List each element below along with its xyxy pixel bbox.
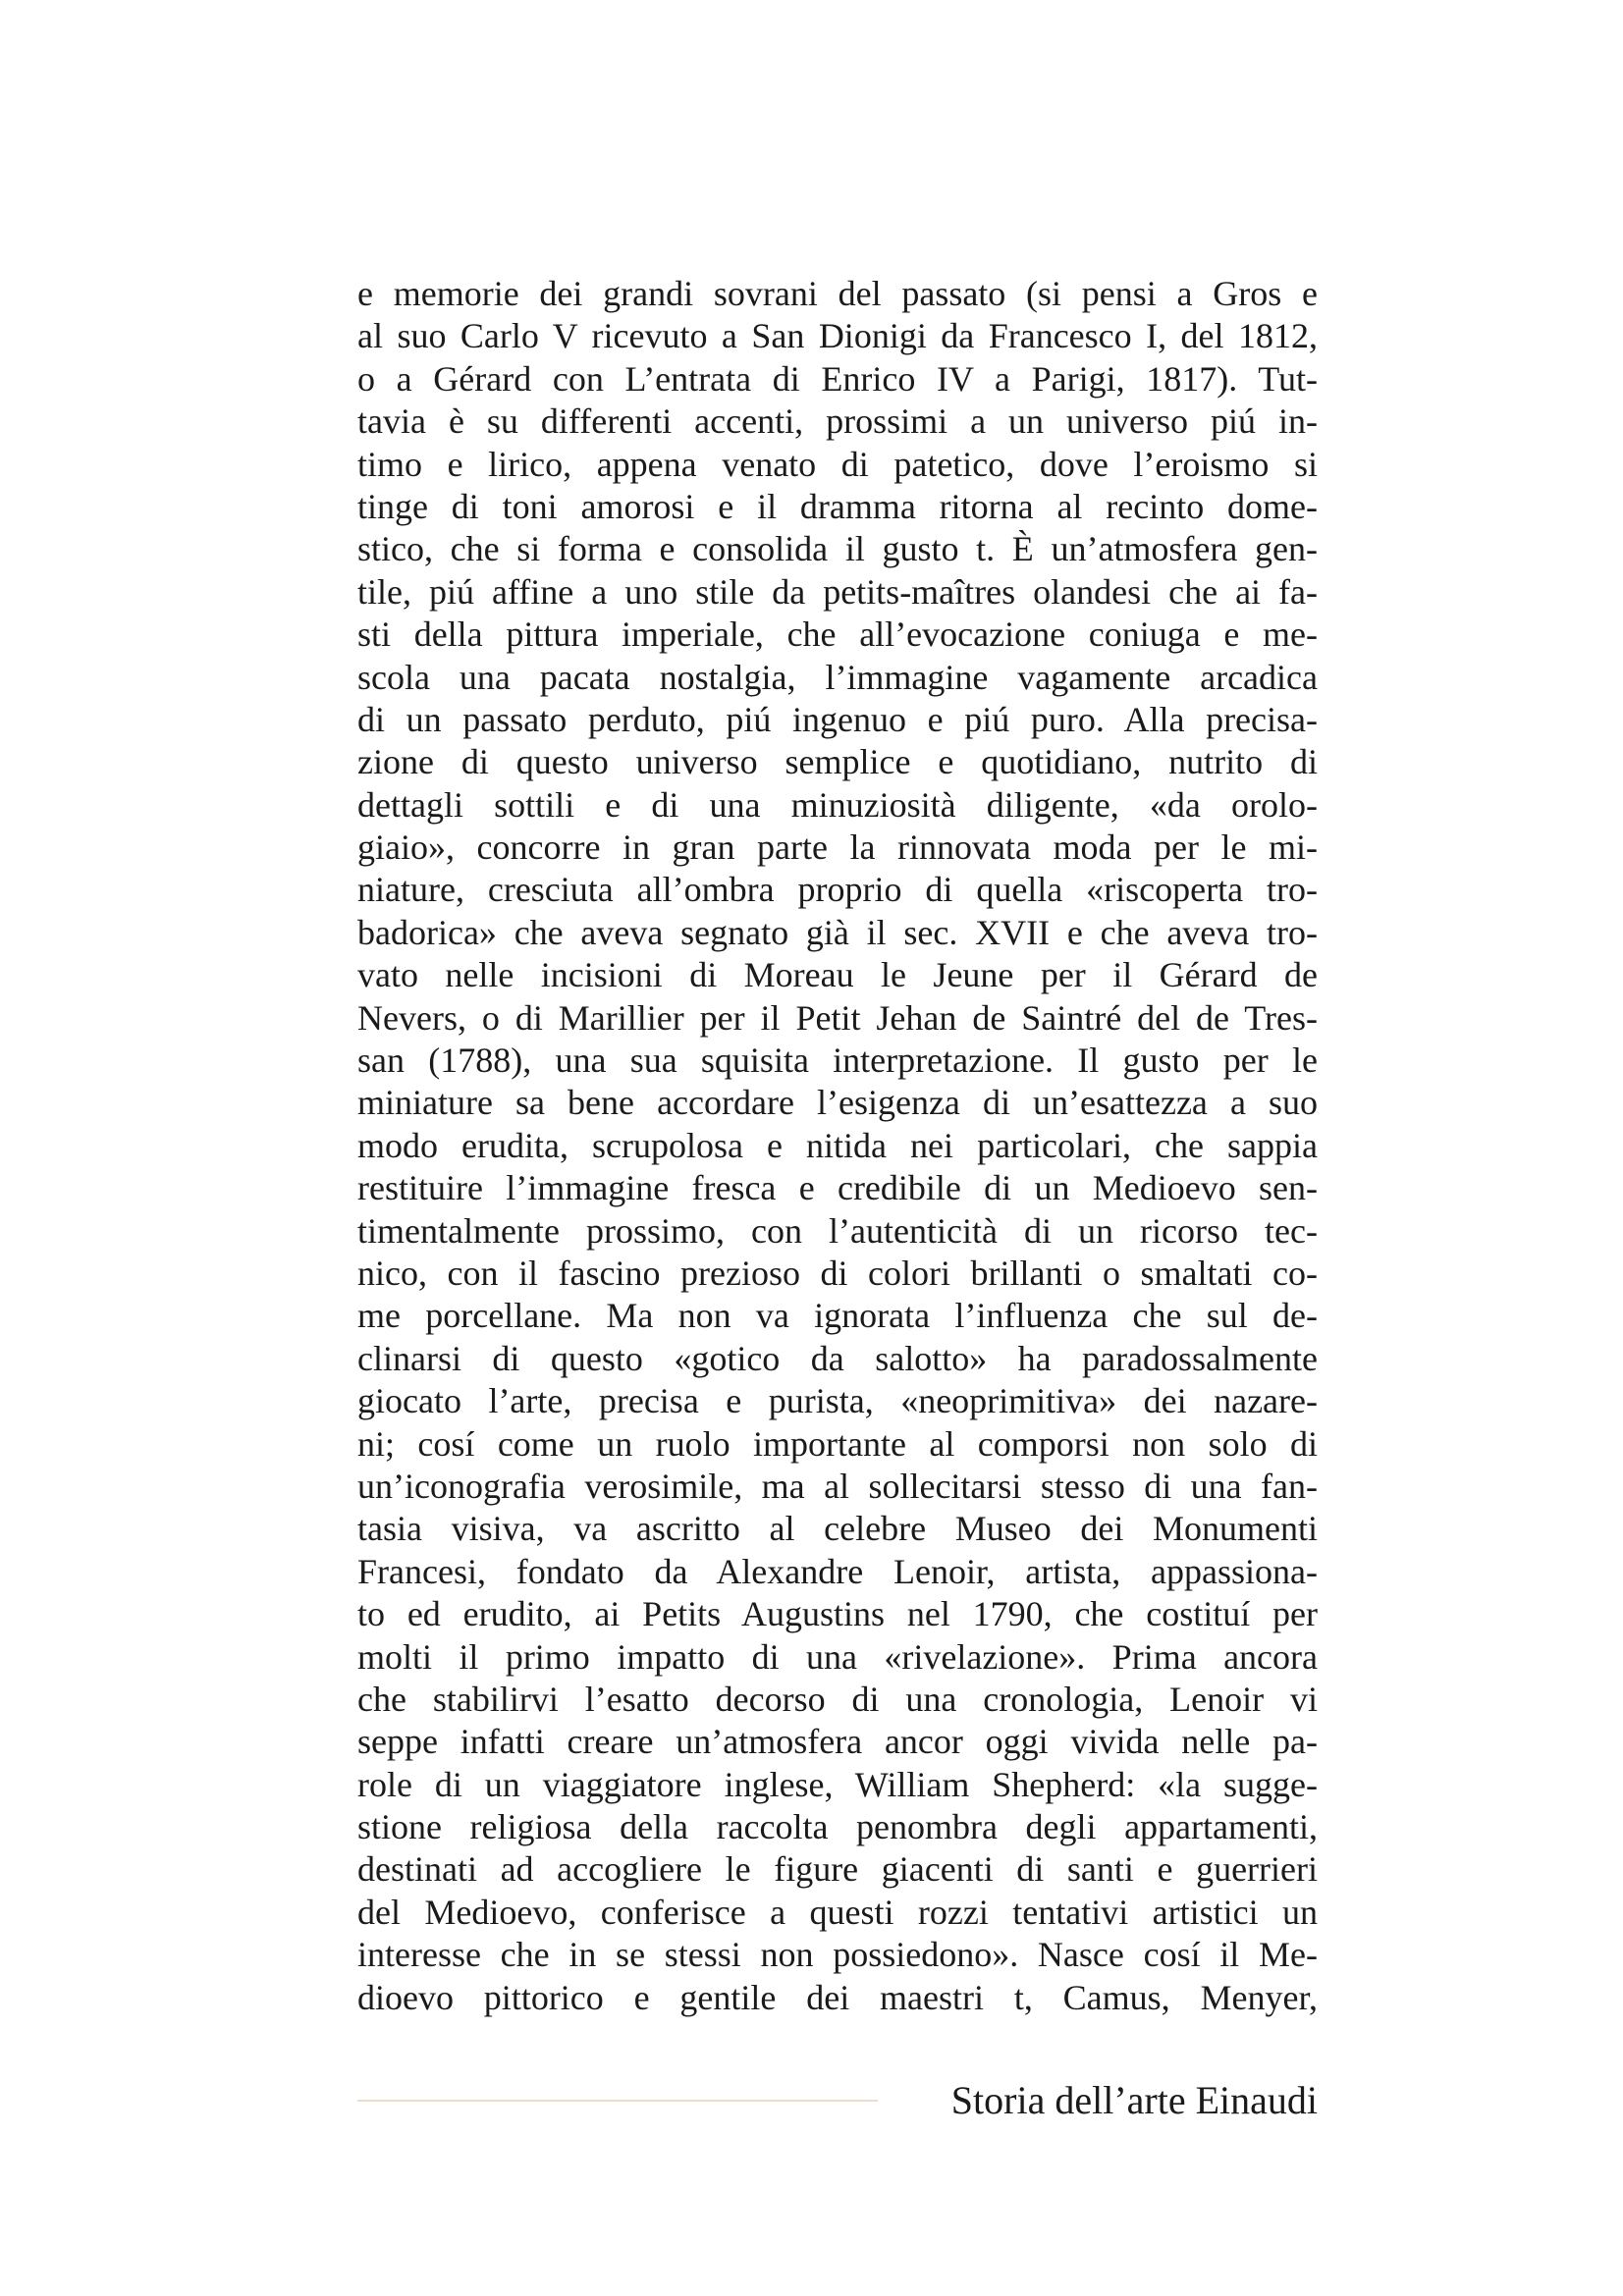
text-line: Nevers, o di Marillier per il Petit Jehan de Saintré del de Tres- (357, 997, 1318, 1038)
text-line: san (1788), una sua squisita interpretazione. Il gusto per le (357, 1041, 1318, 1081)
text-line: tinge di toni amorosi e il dramma ritorna al recinto dome- (357, 486, 1318, 526)
text-line: stione religiosa della raccolta penombra degli appartamenti, (357, 1807, 1318, 1847)
text-line: giocato l’arte, precisa e purista, «neoprimitiva» dei nazare- (357, 1381, 1318, 1421)
text-line: Francesi, fondato da Alexandre Lenoir, artista, appassiona- (357, 1551, 1318, 1591)
text-line: ni; cosí come un ruolo importante al comporsi non solo di (357, 1423, 1318, 1464)
footer-rule (357, 2100, 878, 2102)
text-line: restituire l’immagine fresca e credibile di un Medioevo sen- (357, 1168, 1318, 1208)
text-line: un’iconografia verosimile, ma al sollecitarsi stesso di una fan- (357, 1466, 1318, 1506)
text-line: timo e lirico, appena venato di patetico, dove l’eroismo si (357, 444, 1318, 484)
text-line: interesse che in se stessi non possiedono». Nasce cosí il Me- (357, 1935, 1318, 1975)
text-line: tasia visiva, va ascritto al celebre Museo dei Monumenti (357, 1509, 1318, 1549)
text-line: scola una pacata nostalgia, l’immagine vagamente arcadica (357, 657, 1318, 697)
text-line: giaio», concorre in gran parte la rinnovata moda per le mi- (357, 828, 1318, 868)
text-line: me porcellane. Ma non va ignorata l’influenza che sul de- (357, 1296, 1318, 1336)
text-line: vato nelle incisioni di Moreau le Jeune per il Gérard de (357, 955, 1318, 995)
page-footer (357, 2071, 1318, 2130)
body-text (357, 273, 1318, 2019)
text-line: dettagli sottili e di una minuziosità diligente, «da orolo- (357, 784, 1318, 825)
text-line: modo erudita, scrupolosa e nitida nei particolari, che sappia (357, 1125, 1318, 1165)
text-line: zione di questo universo semplice e quotidiano, nutrito di (357, 742, 1318, 782)
text-line: nico, con il fascino prezioso di colori brillanti o smaltati co- (357, 1253, 1318, 1293)
text-line: del Medioevo, conferisce a questi rozzi tentativi artistici un (357, 1892, 1318, 1932)
text-line: o a Gérard con L’entrata di Enrico IV a Parigi, 1817). Tut- (357, 358, 1318, 399)
text-line: di un passato perduto, piú ingenuo e piú puro. Alla precisa- (357, 699, 1318, 739)
text-line: dioevo pittorico e gentile dei maestri t, Camus, Menyer, (357, 1977, 1318, 2017)
text-line: niature, cresciuta all’ombra proprio di quella «riscoperta tro- (357, 870, 1318, 910)
text-line: tile, piú affine a uno stile da petits-maîtres olandesi che ai fa- (357, 571, 1318, 612)
text-line: molti il primo impatto di una «rivelazione». Prima ancora (357, 1636, 1318, 1677)
text-line: badorica» che aveva segnato già il sec. XVII e che aveva tro- (357, 912, 1318, 952)
text-line: e memorie dei grandi sovrani del passato (si pensi a Gros e (357, 274, 1318, 313)
text-line: miniature sa bene accordare l’esigenza di un’esattezza a suo (357, 1083, 1318, 1123)
text-line: to ed erudito, ai Petits Augustins nel 1790, che costituí per (357, 1594, 1318, 1634)
text-line: role di un viaggiatore inglese, William Shepherd: «la sugge- (357, 1764, 1318, 1804)
text-line: seppe infatti creare un’atmosfera ancor oggi vivida nelle pa- (357, 1722, 1318, 1762)
footer-title: Storia dell’arte Einaudi (950, 2078, 1318, 2122)
text-line: stico, che si forma e consolida il gusto t. È un’atmosfera gen- (357, 529, 1318, 569)
text-line: che stabilirvi l’esatto decorso di una cronologia, Lenoir vi (357, 1679, 1318, 1719)
text-line: clinarsi di questo «gotico da salotto» ha paradossalmente (357, 1338, 1318, 1378)
text-line: destinati ad accogliere le figure giacenti di santi e guerrieri (357, 1849, 1318, 1890)
text-line: sti della pittura imperiale, che all’evocazione coniuga e me- (357, 614, 1318, 655)
text-line: al suo Carlo V ricevuto a San Dionigi da Francesco I, del 1812, (357, 316, 1318, 356)
text-line: timentalmente prossimo, con l’autenticità di un ricorso tec- (357, 1210, 1318, 1251)
text-line: tavia è su differenti accenti, prossimi a un universo piú in- (357, 401, 1318, 442)
